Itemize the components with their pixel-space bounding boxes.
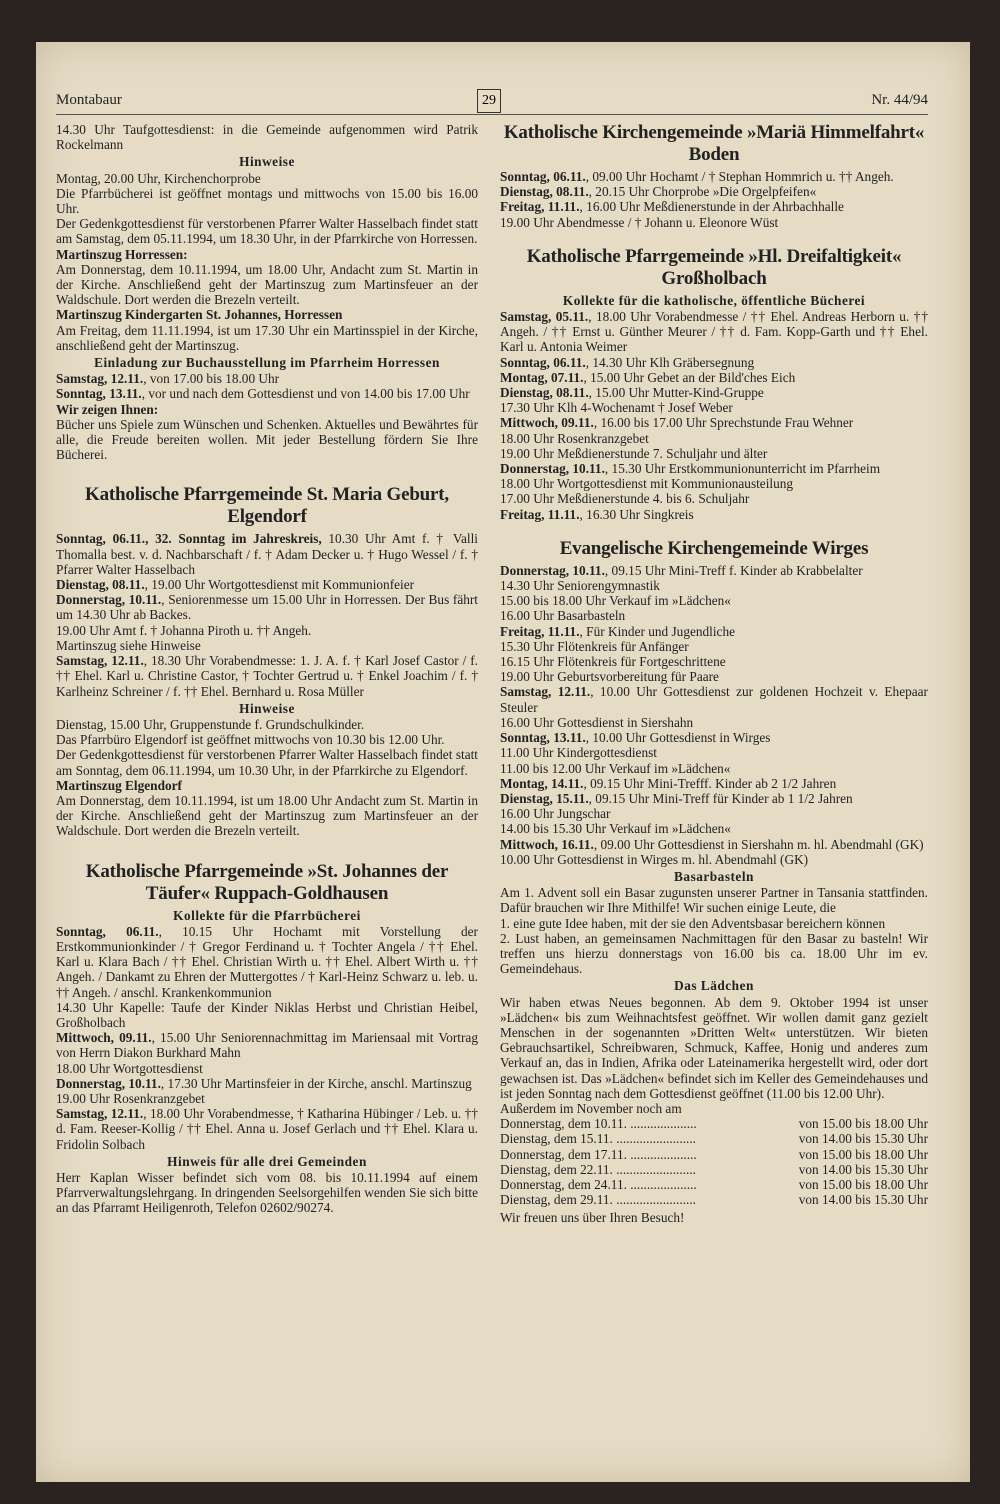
article-title: Evangelische Kirchengemeinde Wirges — [559, 537, 869, 559]
entry — [500, 431, 928, 446]
entry — [500, 730, 928, 745]
entry-text: 18.00 Uhr Wortgottesdienst mit Kommunionausteilung — [500, 476, 794, 492]
schedule-date: Donnerstag, dem 24.11. .................... — [500, 1176, 697, 1192]
entry-date: Dienstag, 08.11. — [56, 577, 145, 593]
entry-date: Mittwoch, 16.11. — [500, 836, 594, 852]
entry-text: 19.00 Uhr Rosenkranzgebet — [56, 1090, 205, 1106]
paragraph: Am Donnerstag, dem 10.11.1994, um 18.00 Uhr, Andacht zum St. Martin in der Kirche. Anschließend geht der Martinszug zum Martinsfeuer an der Waldschule. Dort werden die Brezeln verteilt. — [56, 261, 478, 308]
entry-text: , 16.00 bis 17.00 Uhr Sprechstunde Frau Wehner — [593, 415, 854, 431]
section-heading: Basarbasteln — [674, 868, 754, 884]
entry — [500, 837, 928, 852]
entry-date: Donnerstag, 10.11. — [500, 562, 605, 578]
schedule-date: Donnerstag, dem 17.11. .................... — [500, 1146, 697, 1162]
right-column — [500, 122, 928, 1226]
entry-text: 17.00 Uhr Meßdienerstunde 4. bis 6. Schuljahr — [500, 491, 750, 507]
section-heading: Kollekte für die katholische, öffentliche Bücherei — [562, 292, 866, 308]
entry-date: Sonntag, 06.11. — [500, 354, 586, 370]
article-title: Katholische Kirchengemeinde »Mariä Himmelfahrt« Boden — [503, 122, 925, 165]
entry-text: 18.00 Uhr Wortgottesdienst — [56, 1060, 203, 1076]
paragraph: Herr Kaplan Wisser befindet sich vom 08. bis 10.11.1994 auf einem Pfarrverwaltungslehrgang. In dringenden Seelsorgehilfen wenden Sie sich bitte an das Pfarramt Heiligenroth, Telefon 02602/90274. — [56, 1169, 478, 1216]
entry-text: , 18.00 Uhr Vorabendmesse / †† Ehel. Andreas Herborn u. †† Angeh. / †† Ernst u. Günther Meurer / †† d. Fam. Kopp-Garth und †† Ehel. Karl u. Antonia Weimer — [500, 309, 928, 355]
entry-text: 15.30 Uhr Flötenkreis für Anfänger — [500, 638, 689, 654]
entry-text: , von 17.00 bis 18.00 Uhr — [143, 371, 280, 387]
entry-text: , 09.15 Uhr Mini-Treff f. Kinder ab Krabbelalter — [604, 562, 863, 578]
entry-text: Martinszug siehe Hinweise — [56, 637, 201, 653]
entry-date: Freitag, 11.11. — [500, 199, 580, 215]
entry-list — [56, 531, 478, 698]
entry-date: Dienstag, 08.11. — [500, 385, 589, 401]
schedule-row — [500, 1192, 928, 1207]
subheading: Martinszug Elgendorf — [56, 777, 182, 793]
issue-number: Nr. 44/94 — [871, 92, 928, 108]
schedule-date: Dienstag, dem 22.11. ........................ — [500, 1161, 696, 1177]
schedule-date: Dienstag, dem 29.11. ........................ — [500, 1192, 696, 1208]
entry — [500, 385, 928, 400]
section-heading: Hinweis für alle drei Gemeinden — [167, 1153, 367, 1169]
entry — [500, 199, 928, 214]
entry-text: , 17.30 Uhr Martinsfeier in der Kirche, anschl. Martinszug — [160, 1075, 472, 1091]
entry-text: , 15.00 Uhr Gebet an der Bild'ches Eich — [583, 369, 796, 385]
entry-date: Samstag, 12.11. — [56, 653, 144, 669]
entry-text: 19.00 Uhr Geburtsvorbereitung für Paare — [500, 669, 719, 685]
entry-text: 14.30 Uhr Seniorengymnastik — [500, 578, 660, 594]
entry — [56, 623, 478, 638]
schedule-row — [500, 1177, 928, 1192]
entry-date: Montag, 07.11. — [500, 369, 584, 385]
entry — [500, 491, 928, 506]
entry-list — [500, 309, 928, 522]
paragraph: Dienstag, 15.00 Uhr, Gruppenstunde f. Grundschulkinder. — [56, 716, 365, 732]
entry-text: 14.00 bis 15.30 Uhr Verkauf im »Lädchen« — [500, 821, 731, 837]
entry-text: , 16.30 Uhr Singkreis — [579, 506, 694, 522]
entry-text: , 10.15 Uhr Hochamt mit Vorstellung der Erstkommunionkinder / † Gregor Ferdinand u. † Tochter Angela / †† Ehel. Karl u. Klara Bach / †† Ehel. Christian Wirth u. †† Ehel. Albert Wirth u. †† Angeh. / Dankamt zu Ehren der Muttergottes / † Karl-Heinz Schwarz u. leb. u. †† Angeh. / anschl. Krankenkommunion — [56, 923, 478, 1000]
entry — [500, 852, 928, 867]
section-heading: Einladung zur Buchausstellung im Pfarrheim Horressen — [94, 355, 440, 371]
paragraph: Wir haben etwas Neues begonnen. Ab dem 9. Oktober 1994 ist unser »Lädchen« bis zum Weihnachtsfest geöffnet. Wir wollen damit ganz gezielt Menschen in der sogenannten »Dritten Welt« unterstützen. Wir bieten Gebrauchsartikel, Schreibwaren, Schmuck, Kaffee, Honig und anderes zum Verkauf an, das in Indien, Afrika oder Lateinamerika hergestellt wird, oder dort gewachsen ist. Das »Lädchen« befindet sich im Keller des Gemeindehauses und ist jeden Sonntag nach dem Gottesdienst geöffnet (11.00 bis 12.00 Uhr). — [500, 994, 928, 1101]
section-heading: Das Lädchen — [674, 978, 754, 994]
entry — [500, 684, 928, 714]
entry — [500, 461, 928, 476]
entry-date: Montag, 14.11. — [500, 775, 584, 791]
entry — [500, 608, 928, 623]
section-heading: Kollekte für die Pfarrbücherei — [173, 907, 361, 923]
entry-text: , 09.15 Uhr Mini-Trefff. Kinder ab 2 1/2 Jahren — [583, 775, 837, 791]
entry-text: , vor und nach dem Gottesdienst und von 14.00 bis 17.00 Uhr — [141, 386, 470, 402]
entry-date: Mittwoch, 09.11. — [56, 1030, 152, 1046]
article-title: Katholische Pfarrgemeinde St. Maria Geburt, Elgendorf — [85, 484, 449, 528]
entry-text: , 18.00 Uhr Vorabendmesse, † Katharina Hübinger / Leb. u. †† d. Fam. Reeser-Kollig / †† Ehel. Anna u. Josef Gerlach und †† Ehel. Klara u. Fridolin Solbach — [56, 1106, 478, 1152]
entry-date: Sonntag, 13.11. — [56, 386, 142, 402]
subheading: Martinszug Horressen: — [56, 246, 188, 262]
entry-date: Samstag, 12.11. — [56, 371, 144, 387]
entry — [56, 1061, 478, 1076]
schedule-row — [500, 1116, 928, 1131]
entry-text: 19.00 Uhr Meßdienerstunde 7. Schuljahr und älter — [500, 445, 768, 461]
paragraph: Montag, 20.00 Uhr, Kirchenchorprobe — [56, 170, 261, 186]
entry-text: , 10.00 Uhr Gottesdienst zur goldenen Hochzeit v. Ehepaar Steuler — [500, 684, 928, 715]
entry-date: Freitag, 11.11. — [500, 506, 580, 522]
entry — [500, 400, 928, 415]
entry — [500, 476, 928, 491]
entry — [56, 1030, 478, 1060]
entry-text: 14.30 Uhr Kapelle: Taufe der Kinder Niklas Herbst und Christian Heibel, Großholbach — [56, 999, 478, 1030]
entry-text: 10.00 Uhr Gottesdienst in Wirges m. hl. Abendmahl (GK) — [500, 851, 809, 867]
paragraph: Der Gedenkgottesdienst für verstorbenen Pfarrer Walter Hasselbach findet statt am Sonntag, dem 06.11.1994, um 10.30 Uhr, in der Pfarrkirche zu Elgendorf. — [56, 747, 478, 778]
schedule-time: von 14.00 bis 15.30 Uhr — [798, 1161, 928, 1177]
schedule-date: Dienstag, dem 15.11. ........................ — [500, 1131, 696, 1147]
page-number: 29 — [477, 89, 501, 113]
paragraph: Außerdem im November noch am — [500, 1100, 682, 1116]
entry-text: 16.00 Uhr Gottesdienst in Siershahn — [500, 714, 694, 730]
entry-text: 10.30 Uhr Amt f. † Valli Thomalla best. v. d. Nachbarschaft / f. † Adam Decker u. † Hugo Wessel / f. † Pfarrer Walter Hasselbach — [56, 531, 478, 577]
entry-list — [500, 563, 928, 867]
entry-date: Freitag, 11.11. — [500, 623, 580, 639]
entry-text: , Für Kinder und Jugendliche — [579, 623, 736, 639]
entry — [500, 309, 928, 355]
paragraph: Die Pfarrbücherei ist geöffnet montags und mittwochs von 15.00 bis 16.00 Uhr. — [56, 185, 478, 217]
entry-text: 18.00 Uhr Rosenkranzgebet — [500, 430, 649, 446]
entry-date: Sonntag, 06.11. — [56, 923, 159, 939]
entry-text: 19.00 Uhr Abendmesse / † Johann u. Eleonore Wüst — [500, 214, 779, 230]
entry — [500, 563, 928, 578]
entry — [500, 639, 928, 654]
entry-date: Donnerstag, 10.11. — [56, 592, 162, 608]
entry-text: , 09.00 Uhr Hochamt / † Stephan Hommrich u. †† Angeh. — [585, 169, 894, 184]
entry-text: 16.00 Uhr Basarbasteln — [500, 608, 626, 624]
entry — [500, 355, 928, 370]
entry — [500, 669, 928, 684]
entry-date: Donnerstag, 10.11. — [500, 461, 605, 477]
entry-text: 16.15 Uhr Flötenkreis für Fortgeschrittene — [500, 654, 726, 670]
entry — [56, 386, 478, 401]
entry-text: 11.00 bis 12.00 Uhr Verkauf im »Lädchen« — [500, 760, 731, 776]
entry — [500, 791, 928, 806]
entry — [56, 638, 478, 653]
entry — [500, 169, 928, 184]
left-column — [56, 122, 478, 1216]
entry — [56, 1076, 478, 1091]
entry-list — [56, 924, 478, 1152]
entry — [500, 593, 928, 608]
entry-date: Mittwoch, 09.11. — [500, 415, 594, 431]
entry — [56, 371, 478, 386]
entry — [500, 654, 928, 669]
entry — [56, 924, 478, 1000]
entry-text: 15.00 bis 18.00 Uhr Verkauf im »Lädchen« — [500, 593, 731, 609]
entry-list — [56, 371, 478, 401]
paragraph: Bücher uns Spiele zum Wünschen und Schenken. Aktuelles und Bewährtes für alle, die Freude bereiten wollen. Mit jeder Bestellung fördern Sie Ihre Bücherei. — [56, 416, 478, 463]
schedule-time: von 15.00 bis 18.00 Uhr — [798, 1176, 928, 1192]
entry-text: , 16.00 Uhr Meßdienerstunde in der Ahrbachhalle — [579, 199, 844, 215]
entry-text: 16.00 Uhr Jungschar — [500, 806, 611, 822]
schedule-row — [500, 1131, 928, 1146]
subheading: Wir zeigen Ihnen: — [56, 401, 159, 417]
entry — [500, 578, 928, 593]
entry-text: , 15.30 Uhr Erstkommunionunterricht im Pfarrheim — [604, 461, 881, 477]
section-heading: Hinweise — [239, 700, 295, 716]
article-title: Katholische Pfarrgemeinde »Hl. Dreifaltigkeit« Großholbach — [526, 245, 902, 289]
entry-date: Sonntag, 06.11., 32. Sonntag im Jahreskreis, — [56, 531, 322, 547]
header-rule — [56, 114, 928, 115]
entry — [56, 653, 478, 699]
entry-text: , Seniorenmesse um 15.00 Uhr in Horressen. Der Bus fährt um 14.30 Uhr ab Backes. — [56, 592, 478, 623]
entry — [500, 715, 928, 730]
schedule-list — [500, 1116, 928, 1207]
entry-text: , 19.00 Uhr Wortgottesdienst mit Kommunionfeier — [144, 577, 415, 593]
entry-text: 17.30 Uhr Klh 4-Wochenamt † Josef Weber — [500, 400, 733, 416]
entry — [500, 806, 928, 821]
entry-date: Samstag, 05.11. — [500, 309, 589, 325]
entry — [56, 1000, 478, 1030]
paragraph: 14.30 Uhr Taufgottesdienst: in die Gemeinde aufgenommen wird Patrik Rockelmann — [56, 122, 478, 153]
entry — [500, 776, 928, 791]
entry-text: , 15.00 Uhr Mutter-Kind-Gruppe — [588, 385, 764, 401]
entry-text: 11.00 Uhr Kindergottesdienst — [500, 745, 657, 761]
entry-list — [500, 169, 928, 230]
entry-text: , 20.15 Uhr Chorprobe »Die Orgelpfeifen« — [588, 184, 817, 200]
schedule-time: von 15.00 bis 18.00 Uhr — [798, 1146, 928, 1162]
entry-date: Samstag, 12.11. — [56, 1106, 144, 1122]
entry — [56, 577, 478, 592]
subheading: Martinszug Kindergarten St. Johannes, Horressen — [56, 307, 343, 323]
entry — [500, 184, 928, 199]
schedule-row — [500, 1162, 928, 1177]
paragraph: Am Donnerstag, dem 10.11.1994, ist um 18.00 Uhr Andacht zum St. Martin in der Kirche. Anschließend geht der Martinszug zum Martinsfeuer an der Waldschule. Dort werden die Brezeln verteilt. — [56, 792, 478, 839]
section-heading: Hinweise — [239, 154, 295, 170]
entry-date: Dienstag, 08.11. — [500, 184, 589, 200]
schedule-row — [500, 1147, 928, 1162]
entry — [500, 215, 928, 230]
schedule-date: Donnerstag, dem 10.11. .................... — [500, 1116, 697, 1132]
paragraph: 1. eine gute Idee haben, mit der sie den Adventsbasar bereichern können — [500, 915, 886, 931]
entry — [500, 446, 928, 461]
entry — [500, 745, 928, 760]
entry — [500, 624, 928, 639]
entry-date: Donnerstag, 10.11. — [56, 1075, 161, 1091]
entry-text: , 14.30 Uhr Klh Gräbersegnung — [585, 354, 755, 370]
entry-date: Samstag, 12.11. — [500, 684, 591, 700]
entry — [56, 1091, 478, 1106]
article-title: Katholische Pfarrgemeinde »St. Johannes der Täufer« Ruppach-Goldhausen — [85, 860, 449, 904]
header-town: Montabaur — [56, 92, 122, 108]
entry-text: , 18.30 Uhr Vorabendmesse: 1. J. A. f. † Karl Josef Castor / f. †† Ehel. Karl u. Christine Castor, † Tochter Gertrud u. † Enkel Joachim / f. † Karlheinz Schreiner / f. †† Ehel. Bernhard u. Rosa Müller — [56, 653, 478, 699]
entry — [500, 370, 928, 385]
entry — [56, 531, 478, 577]
entry-date: Sonntag, 06.11. — [500, 169, 586, 184]
paragraph: Der Gedenkgottesdienst für verstorbenen Pfarrer Walter Hasselbach findet statt am Samstag, dem 05.11.1994, um 18.30 Uhr, in der Pfarrkirche von Horressen. — [56, 216, 478, 247]
schedule-time: von 14.00 bis 15.30 Uhr — [798, 1131, 928, 1147]
newspaper-page — [36, 42, 970, 1482]
paragraph: Am 1. Advent soll ein Basar zugunsten unserer Partner in Tansania stattfinden. Dafür brauchen wir Ihre Mithilfe! Wir suchen einige Leute, die — [500, 885, 928, 916]
entry-text: , 09.15 Uhr Mini-Treff für Kinder ab 1 1/2 Jahren — [588, 790, 853, 806]
entry — [500, 415, 928, 430]
entry-text: , 15.00 Uhr Seniorennachmittag im Mariensaal mit Vortrag von Herrn Diakon Burkhard Mahn — [56, 1030, 478, 1061]
entry-text: 19.00 Uhr Amt f. † Johanna Piroth u. †† Angeh. — [56, 622, 312, 638]
entry-date: Dienstag, 15.11. — [500, 790, 589, 806]
entry — [500, 507, 928, 522]
paragraph: Das Pfarrbüro Elgendorf ist geöffnet mittwochs von 10.30 bis 12.00 Uhr. — [56, 732, 445, 748]
paragraph: 2. Lust haben, an gemeinsamen Nachmittagen für den Basar zu basteln! Wir treffen uns hierzu donnerstags von 16.00 bis ca. 18.00 Uhr im ev. Gemeindehaus. — [500, 930, 928, 977]
schedule-time: von 14.00 bis 15.30 Uhr — [798, 1192, 928, 1208]
entry-text: , 10.00 Uhr Gottesdienst in Wirges — [585, 730, 771, 746]
entry — [56, 592, 478, 622]
entry — [56, 1106, 478, 1152]
intro-block — [56, 122, 478, 152]
entry-date: Sonntag, 13.11. — [500, 730, 586, 746]
closing-line: Wir freuen uns über Ihren Besuch! — [500, 1210, 685, 1226]
schedule-time: von 15.00 bis 18.00 Uhr — [798, 1116, 928, 1132]
entry — [500, 821, 928, 836]
entry-text: , 09.00 Uhr Gottesdienst in Siershahn m. hl. Abendmahl (GK) — [593, 836, 924, 852]
paragraph: Am Freitag, dem 11.11.1994, ist um 17.30 Uhr ein Martinsspiel in der Kirche, anschließend geht der Martinszug. — [56, 322, 478, 353]
entry — [500, 761, 928, 776]
